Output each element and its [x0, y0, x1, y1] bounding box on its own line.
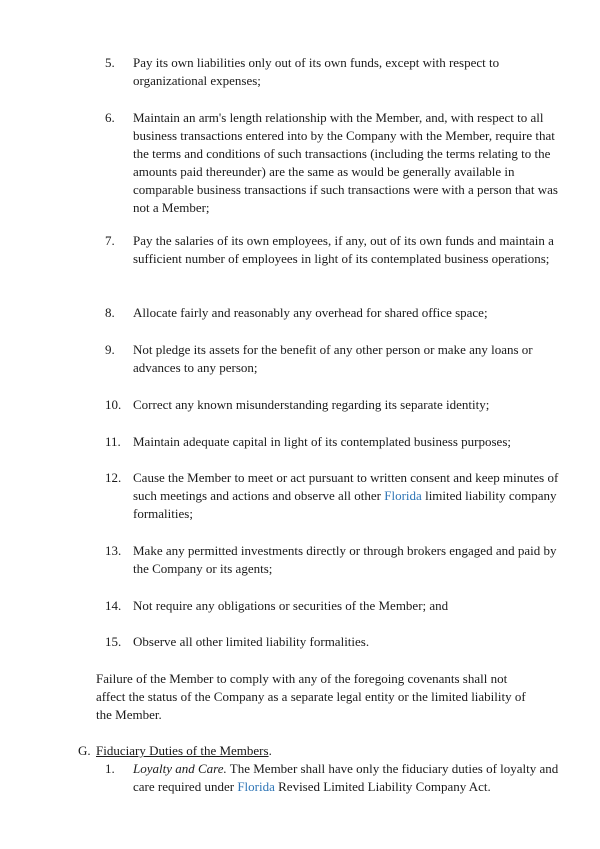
list-item-text: Maintain adequate capital in light of its contemplated business purposes; [133, 434, 511, 449]
florida-link[interactable]: Florida [384, 488, 422, 503]
list-item-text: Not require any obligations or securities of the Member; and [133, 598, 449, 613]
list-item-number: 10. [105, 397, 122, 412]
section-title: Fiduciary Duties of the Members [96, 743, 269, 758]
list-item-number: 5. [105, 55, 115, 70]
florida-link[interactable]: Florida [237, 779, 275, 794]
list-item-number: 6. [105, 110, 115, 125]
list-item-text: Not pledge its assets for the benefit of any other person or make any loans or advances to any person; [133, 342, 533, 375]
list-item-number: 12. [105, 470, 122, 485]
list-item-text: Cause the Member to meet or act pursuant to written consent and keep minutes of such meetings and actions and observe all other Florida limited liability company formalities; [133, 470, 559, 521]
list-item-number: 14. [105, 598, 122, 613]
list-item-number: 9. [105, 342, 115, 357]
list-item-number: 7. [105, 233, 115, 248]
list-item-text: Pay the salaries of its own employees, if any, out of its own funds and maintain a sufficient number of employees in light of its contemplated business operations; [133, 233, 554, 266]
document-page: 5. Pay its own liabilities only out of its own funds, except with respect to organizational expenses; 6. Maintain an arm's length relationship with the Member, and, with respect to all business transactions entered into by the Company with the Member, require that the terms and conditions of such transactions (including the terms relating to the amounts paid thereunder) are the same as would be generally available in comparable business transactions if such transactions were with a person that was not a Member; 7. Pay the salaries of its own employees, if any, out of its own funds and maintain a sufficient number of employees in light of its contemplated business operations; 8. Allocate fairly and reasonably any overhead for shared office space; 9. Not pledge its assets for the benefit of any other person or make any loans or advances to any person; 10. Correct any known misunderstanding regarding its separate identity; 11. Maintain adequate capital in light of its contemplated business purposes; 12. Cause the Member to meet or act pursuant to written consent and keep minutes of such meetings and actions and observe all other Florida limited liability company formalities; 13. Make any permitted investments directly or through brokers engaged and paid by the Company or its agents; 14. Not require any obligations or securities of the Member; and 15. Observe all other limited liability formalities. Failure of the Member to comply with any of the foregoing covenants shall not affect the status of the Company as a separate legal entity or the limited liability of the Member. G. Fiduciary Duties of the Members. 1. Loyalty and Care. The Member shall have only the fiduciary duties of loyalty and care required under Florida Revised Limited Liability Company Act. [0, 0, 600, 849]
list-item-text: Correct any known misunderstanding regarding its separate identity; [133, 397, 490, 412]
list-item-text: Allocate fairly and reasonably any overhead for shared office space; [133, 305, 488, 320]
list-item-number: 8. [105, 305, 115, 320]
list-item-number: 15. [105, 634, 122, 649]
list-item-text: Pay its own liabilities only out of its own funds, except with respect to organizational expenses; [133, 55, 500, 88]
item-heading: Loyalty and Care. [133, 761, 227, 776]
list-item-number: 1. [105, 761, 115, 776]
section-letter: G. [78, 743, 91, 758]
list-item-text: Maintain an arm's length relationship with the Member, and, with respect to all business transactions entered into by the Company with the Member, require that the terms and conditions of such transactions (including the terms relating to the amounts paid thereunder) are the same as would be generally available in comparable business transactions if such transactions were with a person that was not a Member; [133, 110, 558, 215]
list-item-number: 11. [105, 434, 121, 449]
closing-paragraph: Failure of the Member to comply with any of the foregoing covenants shall not affect the status of the Company as a separate legal entity or the limited liability of the Member. [96, 671, 526, 722]
list-item-text: Make any permitted investments directly or through brokers engaged and paid by the Company or its agents; [133, 543, 557, 576]
list-item-text: Observe all other limited liability formalities. [133, 634, 370, 649]
list-item-number: 13. [105, 543, 122, 558]
list-item-text: Loyalty and Care. The Member shall have only the fiduciary duties of loyalty and care required under Florida Revised Limited Liability Company Act. [133, 761, 559, 794]
